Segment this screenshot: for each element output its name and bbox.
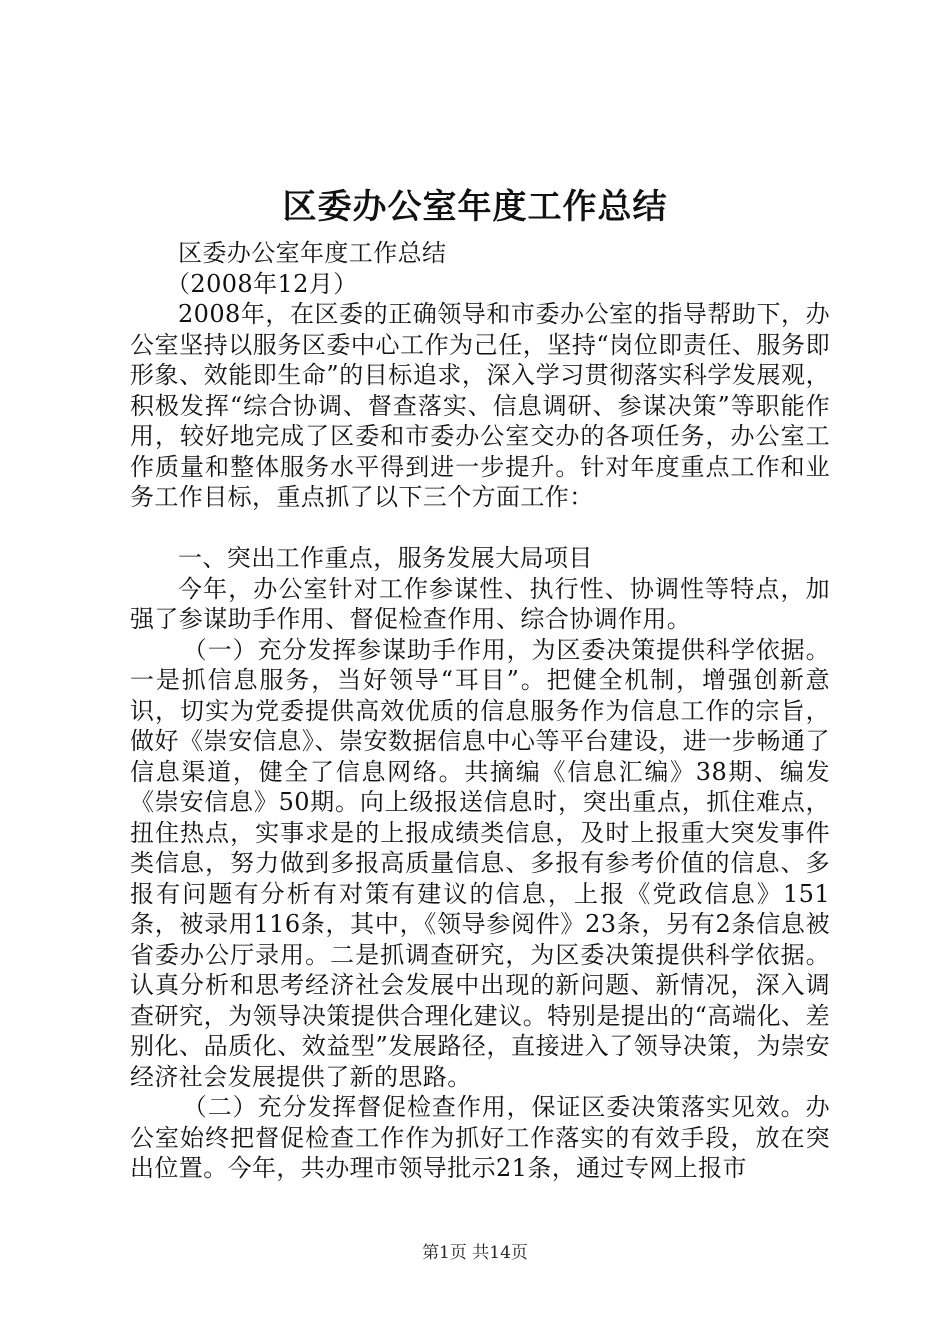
document-date: （2008年12月） <box>166 269 358 298</box>
document-title: 区委办公室年度工作总结 <box>282 187 668 227</box>
subsection-2-paragraph: （二）充分发挥督促检查作用，保证区委决策落实见效。办公室始终把督促检查工作作为抓好工作落实的有效手段，放在突出位置。今年，共办理市领导批示21条，通过专网上报市 <box>130 1093 830 1182</box>
document-subtitle: 区委办公室年度工作总结 <box>178 239 447 267</box>
intro-paragraph: 2008年，在区委的正确领导和市委办公室的指导帮助下，办公室坚持以服务区委中心工作为己任，坚持“岗位即责任、服务即形象、效能即生命”的目标追求，深入学习贯彻落实科学发展观，积极发挥“综合协调、督查落实、信息调研、参谋决策”等职能作用，较好地完成了区委和市委办公室交办的各项任务，办公室工作质量和整体服务水平得到进一步提升。针对年度重点工作和业务工作目标，重点抓了以下三个方面工作： <box>130 300 830 511</box>
page-footer: 第1页 共14页 <box>422 1243 528 1263</box>
section-intro-paragraph: 今年，办公室针对工作参谋性、执行性、协调性等特点，加强了参谋助手作用、督促检查作用、综合协调作用。 <box>130 574 830 633</box>
document-body <box>130 238 830 1184</box>
paragraph-spacer <box>130 513 830 544</box>
subsection-1-paragraph: （一）充分发挥参谋助手作用，为区委决策提供科学依据。一是抓信息服务，当好领导“耳目”。把健全机制，增强创新意识，切实为党委提供高效优质的信息服务作为信息工作的宗旨，做好《崇安信息》、崇安数据信息中心等平台建设，进一步畅通了信息渠道，健全了信息网络。共摘编《信息汇编》38期、编发《崇安信息》50期。向上级报送信息时，突出重点，抓住难点，扭住热点，实事求是的上报成绩类信息，及时上报重大突发事件类信息，努力做到多报高质量信息、多报有参考价值的信息、多报有问题有分析有对策有建议的信息，上报《党政信息》151条，被录用116条，其中，《领导参阅件》23条，另有2条信息被省委办公厅录用。二是抓调查研究，为区委决策提供科学依据。认真分析和思考经济社会发展中出现的新问题、新情况，深入调查研究，为领导决策提供合理化建议。特别是提出的“高端化、差别化、品质化、效益型”发展路径，直接进入了领导决策，为崇安经济社会发展提供了新的思路。 <box>130 635 830 1091</box>
section-heading: 一、突出工作重点，服务发展大局项目 <box>178 544 593 572</box>
